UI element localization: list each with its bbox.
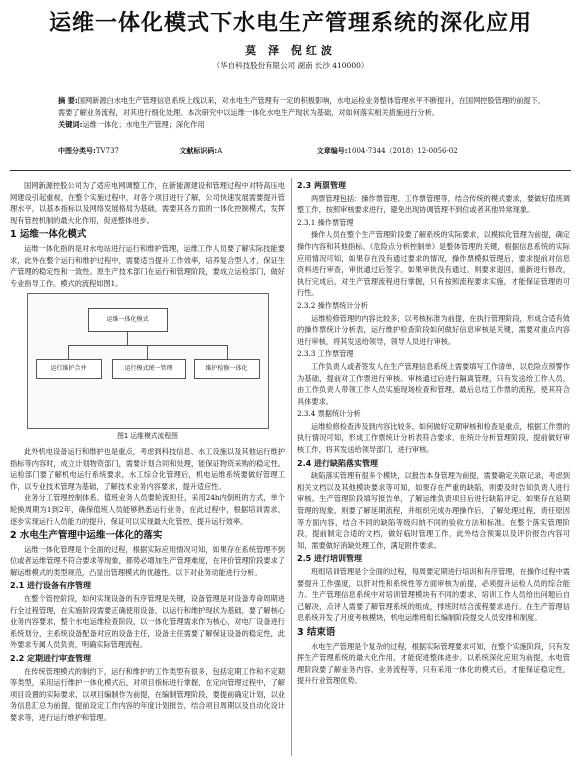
section-2-3-3-heading: 2.3.3 工作票管理 [297,349,354,359]
paper-title: 运维一体化模式下水电生产管理系统的深化应用 [48,11,532,36]
figure-connector [127,331,128,345]
section-2-3-1-paragraph: 操作人员在整个生产管理阶段要了解系统的实际要求，以模拟化管理为前提，确定操作内容和其他指标。《危险点分析控制单》是整体管理的关键，根据信息系统的实际应用情况可知，如果存在没有通过要求的情况，操作票模拟管理后，要求提前对信息资料进行审查，审批通过后签字。如果审批没有通过，则要求退回，重新进行修改，执行完成后，对生产管理流程进行掌握，只有按照流程要求实施，才能保证管理的可行性。 [297,230,570,298]
section-1-paragraph-2: 此外机电设备运行和维护也是重点，考虑到科技信息、水工设施以及其他运行维护指标等内容时，成立计划物资部门，需要计划合同和处理，能保证物资采购的稳定性。运检部门要了解机电运行系统要求，水工综合化管理后，机电运维系统要做好管理工作，以专业技术管理为基础，了解技术业务内容要求，提升适应性。 [10,446,285,491]
section-2-2-heading: 2.2 定期进行审查管理 [10,654,91,664]
doc-code-label: 文献标识码: [179,147,218,155]
section-2-4-paragraph: 缺陷落实管理有很多个模块，以报告本身管理为前提，需要确定关联记录，考虑到相关文档以及其他模块要求等可知，如果存在严重的缺陷，则要及时告知负责人进行审核。生产管理阶段填写报告单，了解运维负责项目后进行缺陷评定。如果存在延期管理的现象，则要了解延期流程，并组织完成办理操作后，了解处理过程，责任原因等方面内容，结合不同的缺陷等级归纳不同的验收方法和标准。在整个落实管理阶段，提前制定合适的文档，做好临时管理工作，此外结合预案以及评价报告内容可知，需要做好消缺处理工作，满足附件要求。 [297,471,570,550]
section-1-heading: 1 运维一体化模式 [10,229,87,241]
affiliation: （华自科技股份有限公司 湖南 长沙 410000） [212,61,369,70]
abstract-text: 国网新源白水电生产管理信息系统上线以来，对水电生产管理有一定的积极影响，水电运检业务整体管理水平不断提升，在国网控股管理的前提下，需要了解业务流程，对其进行细化处理。本次研究中以运维一体化水电生产现状为基础，对如何落实相关措施进行分析。 [58,96,545,117]
section-2-3-2-paragraph: 运维检修管理的内容比较多，以考核标准为前提，在执行管理阶段，形成合适有效的操作票统计分析表，运行维护检查阶段如何做好信息审核是关键，需要对重点内容进行审核，将其发送给领导，领导人员进行审核。 [297,313,570,346]
section-2-5-heading: 2.5 进行培训管理 [297,554,362,564]
figure-box-1: 运行维护合并 [36,359,102,379]
left-column [10,180,285,724]
section-2-5-paragraph: 班组培训管理是个全面的过程，每周要定期进行培训和有序管理，在操作过程中需要提升工作强度，以肝对性和系统性等方面审核为前提，必须提升运检人员的综合能力。生产管理信息系统中对培训管理模块有不同的要求，培训工作人员给出问题后自己解决，点评人需要了解管理系统的组成，排班时结合流程要求进行。在生产管理信息系统开发了月度考核模块，机电运维班组长编制阶段提交人员安排和制度。 [297,567,570,623]
keywords-line [58,119,550,131]
intro-paragraph: 国网新源控股公司为了适应电网调整工作，在新能源建设和管理过程中对特高压电网建设引起重视，在整个实施过程中，对各个项目进行了解，公司快速发展需要提升管理水平，以基本指标以及网络发展格局为基础，需要其各方面的一体化控制模式，发挥现有管控机制的最大化作用，促进整体进步。 [10,181,285,225]
figure-connector [68,345,228,346]
figure-box-3: 维护检修一体化 [194,359,260,379]
keywords-label: 关键词: [58,120,83,129]
column-divider [291,178,292,756]
doc-code-value: A [217,147,223,155]
clc-value: TV737 [95,147,119,155]
section-2-3-paragraph: 两票管理包括：操作票管理、工作票管理等，结合传统的模式要求，要做好值班调整工作，按照审核要求进行，避免出现协调管理不到位或者其他异常现象。 [297,193,570,215]
section-2-2-paragraph: 在传统管理模式的制约下，运行和维护的工作类型有很多，包括定期工作和不定期等类型，采用运行维护一体化模式后，对项目指标进行掌握，在定向管理过程中，了解项目设置的实际要求，以项目编制作为前提，在编制管理阶段，要提前确定计划，以业务信息汇总为前提，提前设定工作内容的年度计划报告，结合项目周期以及自动化设计要求等，进行运行维护和管理。 [10,666,285,722]
article-no-value: 1004-7344（2018）12-0056-02 [347,147,458,155]
section-3-paragraph: 水电生产管理是个复杂的过程，根据实际管理要求可知，在整个实施阶段，只有发挥生产管理系统的最大化作用，才能促进整体进步。以系统深化应用为前提，水电管理阶段要了解业务内容、业务流程等，只有采用一体化的模式后，才能保证稳定性，提升行业管理优势。 [297,641,570,686]
clc-label: 中图分类号: [58,147,96,155]
section-2-1-paragraph: 在整个管控阶段，如何实现设备的有序管理是关键，设备管理是对设备寿命周期进行全过程管理，在实施阶段需要正确使用设备，以运行和维护现状为基础，要了解核心业务内容要求，整个水电运维检查阶段，以一体化管理需求作为核心，对电厂设备进行系统划分，主系统设备配备对应的设备主任，设备主任需要了解保证设备的稳定性，此外要求专属人员负责，明确实际管理流程。 [10,594,285,650]
section-2-1-heading: 2.1 进行设备有序管理 [10,581,91,591]
figure-box-2: 运行模式统一管理 [112,359,186,379]
figure-connector [147,345,148,359]
figure-1-caption: 图1 运维模式流程图 [117,432,178,441]
header-divider [10,170,571,171]
meta-line [58,146,550,156]
section-2-heading: 2 水电生产管理中运维一体化的落实 [10,530,163,542]
section-1-paragraph-3: 业务分工管理控制体系，值班业务人员要轮流担任，采用24h内倒班的方式，单个轮换周期为1到2年，确保值班人员能够熟悉运行业务，在此过程中，根据培训需求，逐步实现运行人员能力的提升，保证可以实现最大化管控，提升运行效率。 [10,493,285,526]
section-2-4-heading: 2.4 进行缺陷落实管理 [297,458,378,468]
section-3-heading: 3 结束语 [297,626,336,638]
section-2-3-heading: 2.3 两票管理 [297,181,346,190]
figure-1 [27,293,269,429]
abstract-label: 摘 要: [58,96,78,105]
section-2-paragraph: 运维一体化管理是个全面的过程，根据实际应用情况可知，如果存在系统管理不到位或者运维管理不符合要求等现象，都势必增加生产管理难度，在评价管理阶段要求了解运维模式的类型规范，凸显出管理模式的优越性。以下对业务动能进行分析。 [10,544,285,577]
section-2-3-1-heading: 2.3.1 操作票管理 [297,217,354,227]
article-no-label: 文章编号: [316,147,348,155]
keywords-text: 运维一体化；水电生产管理；深化作用 [82,120,205,129]
section-2-3-3-paragraph: 工作负责人或者签发人在生产管理信息系统上需要填写工作清单，以危险点预警作为基础，提前对工作票进行审核。审核通过后进行隔离管理，只有发送给工作人员，由工作负责人带领工作人员实施现场检查和管理，最后总结工作票的流程，使其符合具体要求。 [297,361,570,406]
section-2-3-2-heading: 2.3.2 操作票统计分析 [297,300,368,310]
section-2-3-4-paragraph: 运维检修检查涉及到内容比较多，如何做好定期审核和检查是重点，根据工作票的执行情况可知，形成工作票统计分析表符合要求，在统计分析管理阶段，提前做好审核工作，将其发送给领导部门，进行审核。 [297,421,570,455]
figure-top-box: 运维一体化模式 [88,308,168,332]
authors: 莫 泽 倪红波 [245,44,336,57]
right-column [297,180,570,687]
section-2-3-4-heading: 2.3.4 票据统计分析 [297,409,361,419]
figure-connector [227,345,228,359]
figure-connector [68,345,69,359]
abstract-block [58,95,550,131]
section-1-paragraph-1: 运维一体化指的是对水电站进行运行和维护管理，运维工作人员要了解实际技能要求，此外在整个运行和维护过程中，需要适当提升工作效率，培养复合型人才，保证生产管理的稳定性和一致性。原生产技术部门在运行和管理阶段，要成立运检部门，做好专业指导工作。模式的流程如图1。 [10,243,285,288]
